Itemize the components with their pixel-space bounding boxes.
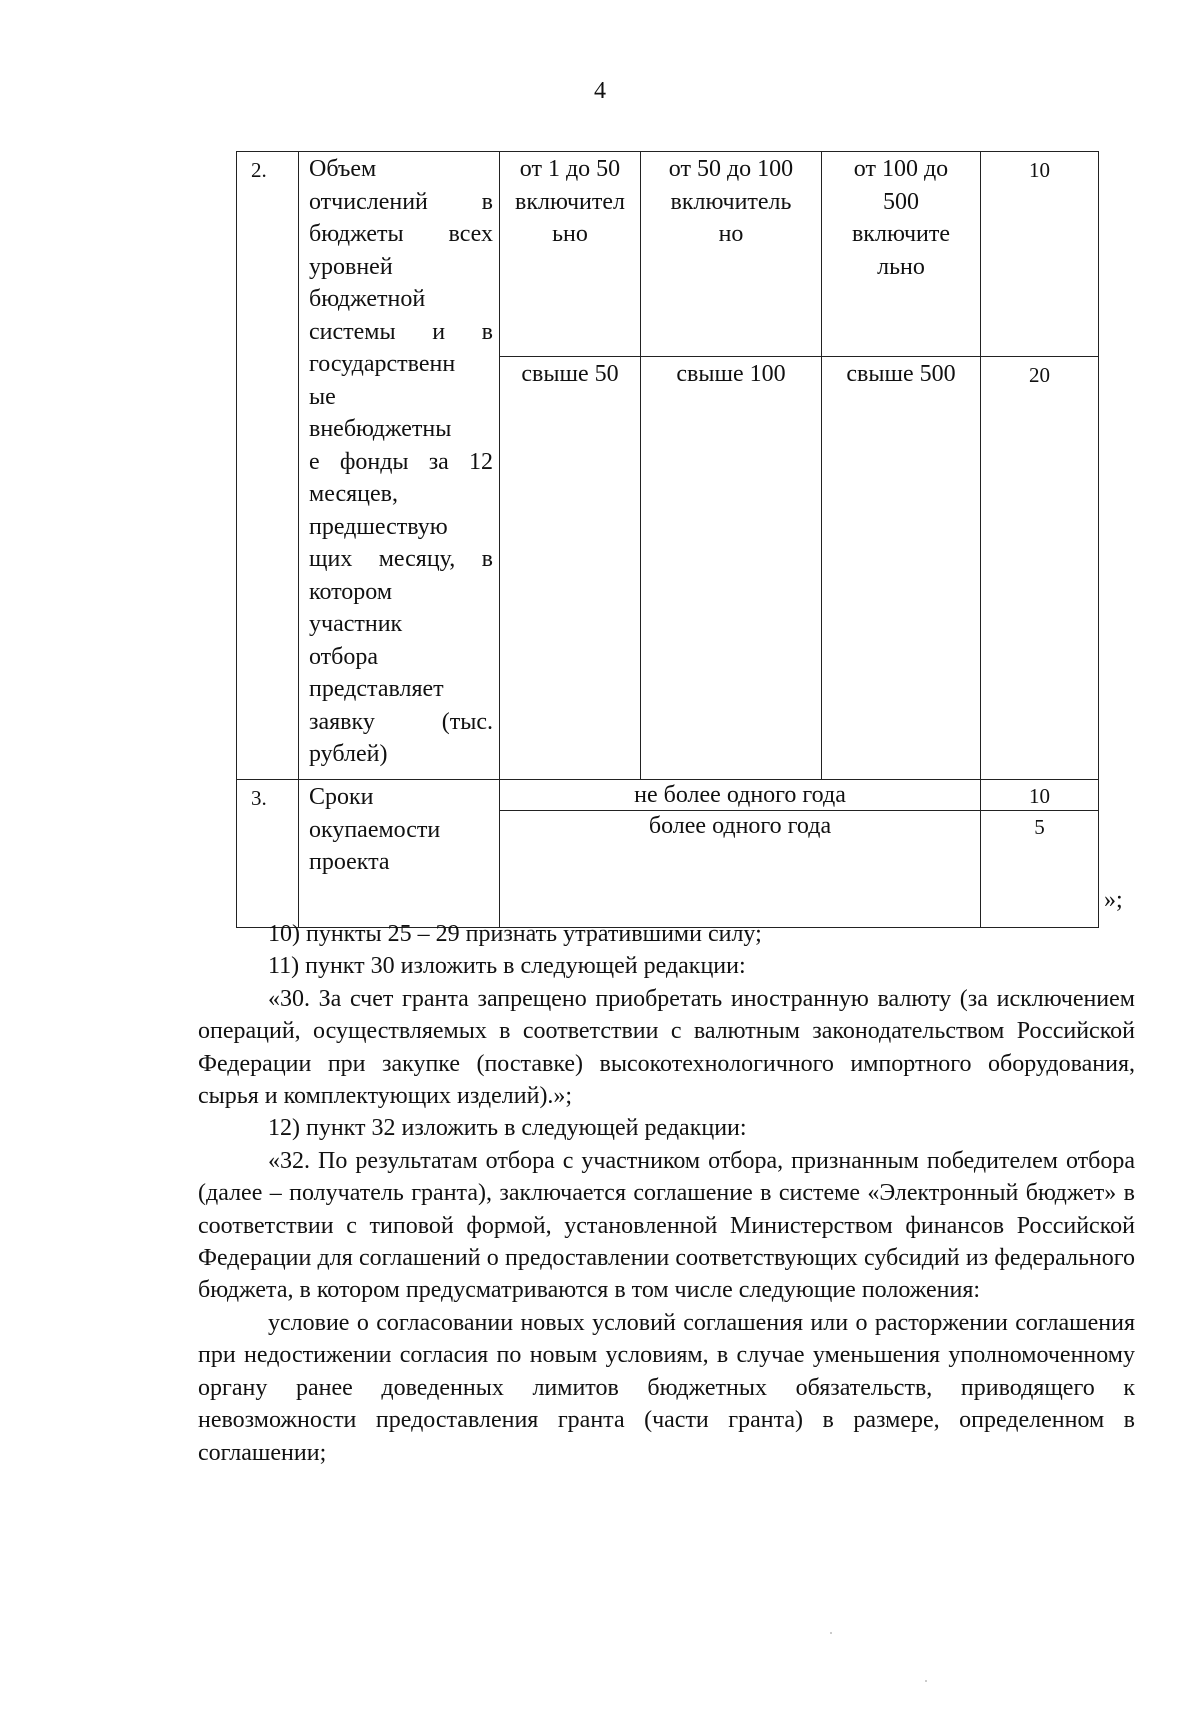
paragraph-condition: условие о согласовании новых условий соглашения или о расторжении соглашения при недостижении согласия по новым условиям, в случае уменьшения уполномоченному органу ранее доведенных лимитов бюджетных обязательств, приводящего к невозможности предоставления гранта (части гранта) в размере, определенном в соглашении;: [198, 1309, 1135, 1466]
paragraph-item-10: 10) пункты 25 – 29 признать утратившими силу;: [268, 921, 762, 947]
payback-option-b: более одного года: [500, 811, 981, 928]
range-cell-b: [641, 152, 822, 357]
scan-speck: [925, 1680, 927, 1682]
table-row-3-a: [237, 780, 1099, 811]
scan-speck: [830, 1632, 832, 1634]
name-line: проекта: [309, 849, 390, 875]
name-line: бюджеты всех: [309, 221, 493, 247]
name-line: системы и в: [309, 318, 493, 345]
range-line: льно: [877, 253, 925, 280]
name-line: бюджетной: [309, 286, 426, 312]
table-row-2-range: [237, 152, 1099, 357]
row-3-number: 3.: [237, 780, 299, 928]
paragraph-item-12: 12) пункт 32 изложить в следующей редакции:: [268, 1115, 747, 1142]
range-line: от 100 до: [853, 156, 949, 182]
name-line: окупаемости: [309, 816, 441, 843]
name-line: Сроки: [309, 784, 374, 810]
above-cell-c: свыше 500: [822, 357, 981, 780]
name-line: отбора: [309, 643, 379, 670]
paragraph-item-11: 11) пункт 30 изложить в следующей редакции:: [268, 953, 746, 980]
row-2-criterion-name: [299, 152, 500, 780]
name-line: ые: [309, 383, 336, 410]
range-line: от 50 до 100: [668, 156, 794, 182]
name-line: заявку (тыс.: [309, 708, 493, 735]
range-line: включите: [851, 221, 951, 247]
closing-quote: »;: [1104, 887, 1123, 913]
criteria-table: [236, 151, 1099, 928]
name-line: участник: [309, 611, 403, 637]
name-line: месяцев,: [309, 481, 398, 507]
above-cell-b: свыше 100: [641, 357, 822, 780]
name-line: щих месяцу, в: [309, 546, 493, 572]
score-cell: 10: [981, 152, 1099, 357]
range-cell-c: [822, 152, 981, 357]
name-line: внебюджетны: [309, 416, 452, 442]
range-line: но: [718, 221, 744, 247]
score-cell: 20: [981, 357, 1099, 780]
name-line: рублей): [309, 741, 388, 767]
range-line: ьно: [552, 221, 588, 247]
range-line: включител: [514, 188, 625, 215]
name-line: котором: [309, 578, 393, 605]
payback-option-a: не более одного года: [500, 780, 981, 811]
score-cell: 5: [981, 811, 1099, 928]
range-cell-a: [500, 152, 641, 357]
name-line: предшествую: [309, 513, 448, 540]
row-3-criterion-name: [299, 780, 500, 928]
range-line: 500: [883, 188, 919, 215]
row-2-number: 2.: [237, 152, 299, 780]
range-line: от 1 до 50: [519, 156, 621, 182]
name-line: отчислений в: [309, 188, 493, 215]
document-body: [198, 918, 1135, 1469]
range-line: включитель: [670, 188, 792, 215]
name-line: Объем: [309, 156, 377, 182]
score-cell: 10: [981, 780, 1099, 811]
name-line: представляет: [309, 676, 444, 702]
name-line: е фонды за 12: [309, 448, 493, 475]
name-line: уровней: [309, 253, 393, 280]
name-line: государственн: [309, 351, 456, 377]
paragraph-point-32: «32. По результатам отбора с участником отбора, признанным победителем отбора (далее – получатель гранта), заключается соглашение в системе «Электронный бюджет» в соответствии с типовой формой, установленной Министерством финансов Российской Федерации для соглашений о предоставлении соответствующих субсидий из федерального бюджета, в котором предусматриваются в том числе следующие положения:: [198, 1147, 1135, 1304]
above-cell-a: свыше 50: [500, 357, 641, 780]
paragraph-point-30: «30. За счет гранта запрещено приобретать иностранную валюту (за исключением операций, осуществляемых в соответствии с валютным законодательством Российской Федерации при закупке (поставке) высокотехнологичного импортного оборудования, сырья и комплектующих изделий).»;: [198, 985, 1135, 1110]
page-number: 4: [594, 78, 606, 104]
